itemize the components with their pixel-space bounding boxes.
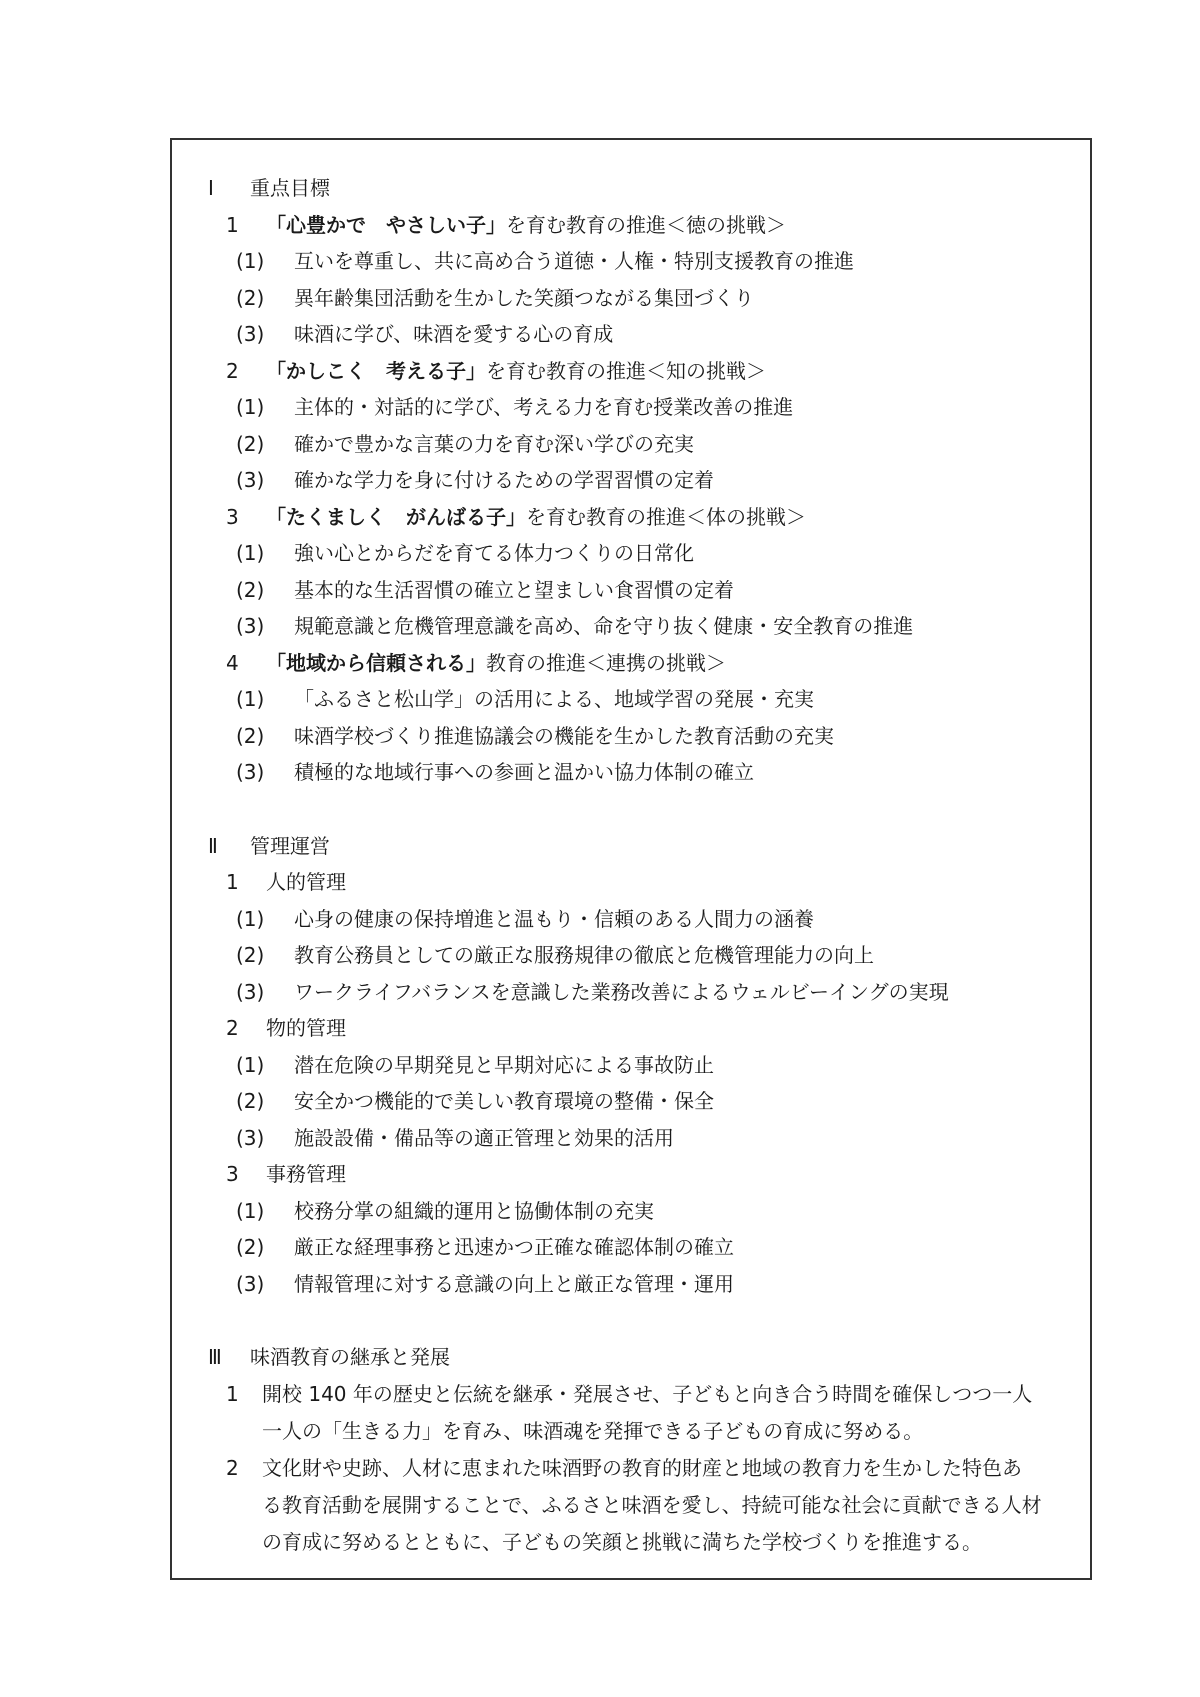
- list-item: (1) 潜在危険の早期発見と早期対応による事故防止: [236, 1052, 714, 1077]
- list-item: (2) 教育公務員としての厳正な服務規律の徹底と危機管理能力の向上: [236, 943, 874, 967]
- goal-heading: 4 「地域から信頼される」教育の推進＜連携の挑戦＞: [226, 650, 726, 675]
- section-title: 管理運営: [250, 833, 330, 858]
- subsection-heading: 2 物的管理: [226, 1016, 346, 1040]
- list-item: (3) 確かな学力を身に付けるための学習習慣の定着: [236, 468, 714, 492]
- paragraph: 1 開校 140 年の歴史と伝統を継承・発展させ、子どもと向き合う時間を確保しつつ一人 一人の「生きる力」を育み、味酒魂を発揮できる子どもの育成に努める。: [226, 1381, 1033, 1443]
- subsection-heading: 1 人的管理: [226, 870, 346, 894]
- section-number: Ⅰ: [208, 176, 214, 200]
- list-item: (2) 味酒学校づくり推進協議会の機能を生かした教育活動の充実: [236, 723, 834, 748]
- goal-heading: 2 「かしこく 考える子」を育む教育の推進＜知の挑戦＞: [226, 358, 766, 383]
- list-item: (3) 規範意識と危機管理意識を高め、命を守り抜く健康・安全教育の推進: [236, 614, 914, 638]
- list-item: (3) 積極的な地域行事への参画と温かい協力体制の確立: [236, 760, 754, 784]
- list-item: (2) 確かで豊かな言葉の力を育む深い学びの充実: [236, 431, 694, 456]
- list-item: (1) 強い心とからだを育てる体力つくりの日常化: [236, 541, 694, 565]
- list-item: (3) 施設設備・備品等の適正管理と効果的活用: [236, 1125, 674, 1150]
- list-item: (1) 心身の健康の保持増進と温もり・信頼のある人間力の涵養: [236, 906, 814, 931]
- list-item: (2) 安全かつ機能的で美しい教育環境の整備・保全: [236, 1089, 714, 1113]
- list-item: (1) 主体的・対話的に学び、考える力を育む授業改善の推進: [236, 395, 794, 419]
- section-number: Ⅱ: [208, 833, 218, 858]
- goal-heading: 1 「心豊かで やさしい子」を育む教育の推進＜徳の挑戦＞: [226, 212, 786, 237]
- section-heading: [208, 828, 1070, 865]
- list-item: (1) 互いを尊重し、共に高め合う道徳・人権・特別支援教育の推進: [236, 249, 854, 273]
- list-item: (3) 情報管理に対する意識の向上と厳正な管理・運用: [236, 1271, 734, 1296]
- content-frame: [170, 138, 1092, 1580]
- content: [208, 170, 1070, 1561]
- list-item: (1) 校務分掌の組織的運用と協働体制の充実: [236, 1198, 654, 1223]
- section-title: 重点目標: [250, 176, 330, 200]
- goal-heading: 3 「たくましく がんばる子」を育む教育の推進＜体の挑戦＞: [226, 504, 806, 529]
- paragraph: 2 文化財や史跡、人材に恵まれた味酒野の教育的財産と地域の教育力を生かした特色あ る教育活動を展開することで、ふるさと味酒を愛し、持続可能な社会に貢献できる人材 の育成に努めるとともに、子どもの笑顔と挑戦に満ちた学校づくりを推進する。: [226, 1455, 1042, 1554]
- spacer: [208, 1302, 1070, 1339]
- section-number: Ⅲ: [208, 1345, 222, 1369]
- section-title: 味酒教育の継承と発展: [250, 1345, 450, 1369]
- list-item: (2) 異年齢集団活動を生かした笑顔つながる集団づくり: [236, 285, 754, 310]
- list-item: (3) ワークライフバランスを意識した業務改善によるウェルビーイングの実現: [236, 979, 949, 1004]
- list-item: (2) 基本的な生活習慣の確立と望ましい食習慣の定着: [236, 577, 734, 602]
- list-item: (2) 厳正な経理事務と迅速かつ正確な確認体制の確立: [236, 1235, 734, 1259]
- subsection-heading: 3 事務管理: [226, 1162, 346, 1186]
- section-heading: [208, 170, 1070, 207]
- list-item: (1) 「ふるさと松山学」の活用による、地域学習の発展・充実: [236, 687, 814, 711]
- spacer: [208, 791, 1070, 828]
- list-item: (3) 味酒に学び、味酒を愛する心の育成: [236, 322, 614, 346]
- section-heading: [208, 1339, 1070, 1376]
